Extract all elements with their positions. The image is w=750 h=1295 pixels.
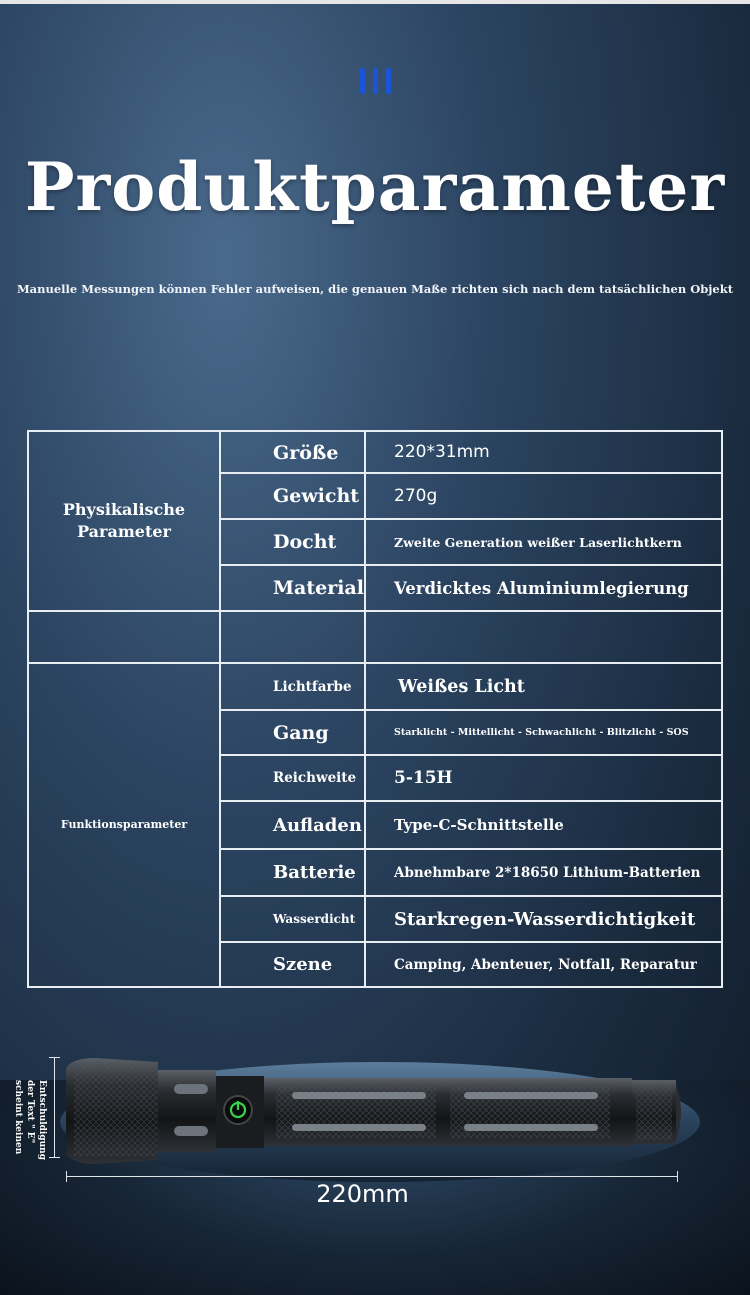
row-value-charging: Type-C-Schnittstelle <box>394 816 564 834</box>
page-title: Produktparameter <box>24 148 726 226</box>
length-label: 220mm <box>316 1180 409 1208</box>
row-value-gear: Starklicht - Mittellicht - Schwachlicht - Blitzlicht - SOS <box>394 727 689 738</box>
row-label-material: Material <box>273 577 364 599</box>
row-label-range: Reichweite <box>273 770 357 786</box>
accent-bars-icon <box>360 68 391 94</box>
group-physical-parameters: Physikalische Parameter <box>62 500 186 541</box>
row-value-range: 5-15H <box>394 768 453 788</box>
row-label-battery: Batterie <box>273 862 356 883</box>
group-function-parameters: Funktionsparameter <box>60 817 188 831</box>
measurement-disclaimer: Manuelle Messungen können Fehler aufweisen, die genauen Maße richten sich nach dem tatsächlichen Objekt <box>16 282 734 296</box>
row-label-waterproof: Wasserdicht <box>273 912 356 926</box>
row-label-scene: Szene <box>273 954 333 975</box>
row-label-wick: Docht <box>273 531 337 553</box>
height-dimension-cap-bottom <box>49 1157 60 1158</box>
row-value-wick: Zweite Generation weißer Laserlichtkern <box>394 534 682 550</box>
row-label-light-color: Lichtfarbe <box>273 678 352 695</box>
spec-table <box>27 430 723 988</box>
top-divider <box>0 0 750 4</box>
flashlight-image <box>66 1056 686 1166</box>
height-dimension-line <box>54 1057 55 1158</box>
row-value-battery: Abnehmbare 2*18650 Lithium-Batterien <box>394 864 701 881</box>
row-value-size: 220*31mm <box>394 442 490 462</box>
row-value-weight: 270g <box>394 486 438 506</box>
row-label-charging: Aufladen <box>273 814 362 836</box>
length-dimension-line <box>66 1176 678 1177</box>
row-value-waterproof: Starkregen-Wasserdichtigkeit <box>394 908 696 930</box>
row-value-material: Verdicktes Aluminiumlegierung <box>394 578 689 598</box>
row-label-size: Größe <box>273 442 339 464</box>
height-dimension-cap-top <box>49 1057 60 1058</box>
row-label-weight: Gewicht <box>273 485 360 507</box>
row-value-scene: Camping, Abenteuer, Notfall, Reparatur <box>394 956 697 973</box>
row-label-gear: Gang <box>273 721 329 744</box>
side-note: Entschuldigung der Text " E" scheint keinen <box>13 1080 47 1160</box>
row-value-light-color: Weißes Licht <box>398 676 525 697</box>
